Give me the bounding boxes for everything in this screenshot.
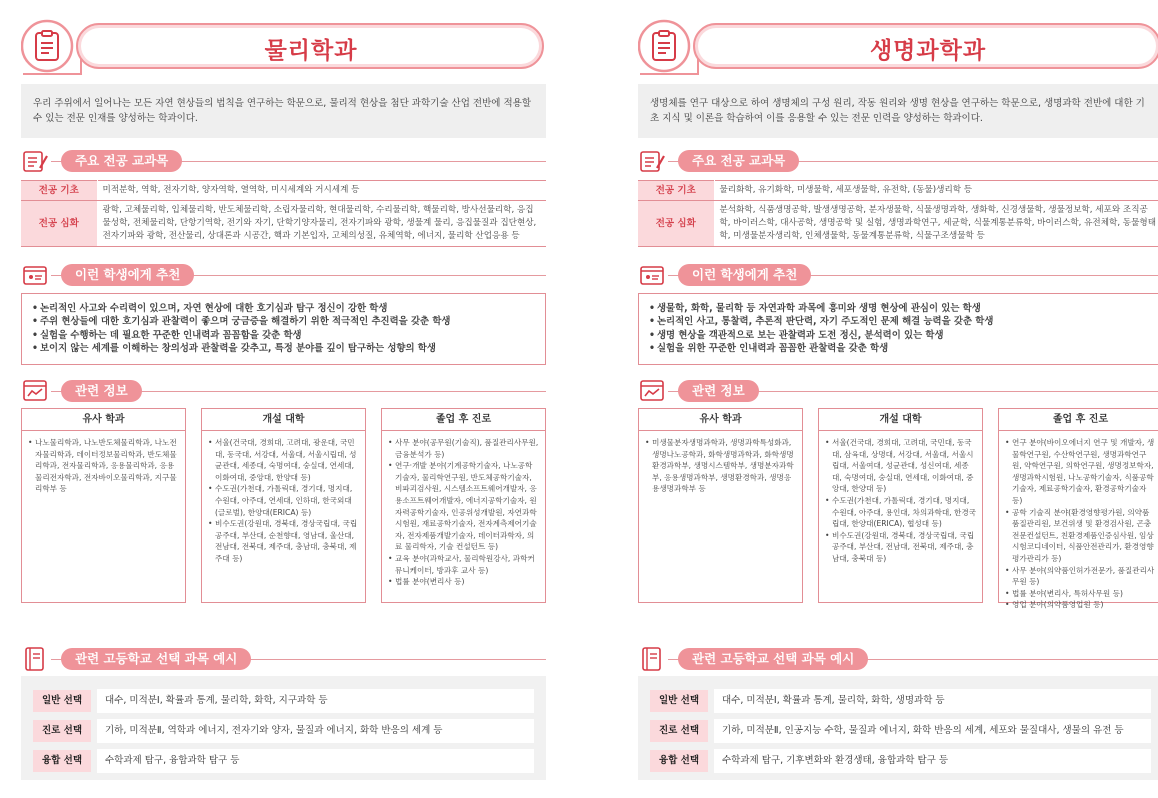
highschool-row bbox=[33, 718, 534, 744]
highschool-label: 융합 선택 bbox=[33, 750, 91, 772]
subjects-table bbox=[638, 180, 1158, 247]
subjects-icon bbox=[21, 148, 49, 174]
highschool-value: 수학과제 탐구, 융합과학 탐구 등 bbox=[97, 749, 534, 773]
subject-value: 광학, 고체물리학, 입체물리학, 반도체물리학, 소립자물리학, 현대물리학, 수리물리학, 핵물리학, 방사선물리학, 응집물성학, 전체물리학, 단항기역학, 전기와 자기, 단학기양자물리, 전자기파와 광학, 생물계 물리, 응집물질과 집단현상, 전자기파와 광학, 전산물리, 상대론과 시공간, 핵과 기본입자, 고체의성질, 유체역학, 에너지, 물리학 산업응용 등 bbox=[97, 201, 546, 247]
info-columns bbox=[21, 408, 546, 603]
section-title: 이런 학생에게 추천 bbox=[61, 264, 194, 286]
list-item: • 생명 현상을 객관적으로 보는 관찰력과 도전 정신, 분석력이 있는 학생 bbox=[649, 329, 1152, 342]
list-item: • 논리적인 사고, 통찰력, 추론적 판단력, 자기 주도적인 문제 해결 능력을 갖춘 학생 bbox=[649, 315, 1152, 328]
highschool-label: 일반 선택 bbox=[33, 690, 91, 712]
section-title: 관련 정보 bbox=[678, 380, 759, 402]
life-science-page bbox=[638, 0, 1158, 798]
list-item: • 법률 분야(변리사 등) bbox=[388, 576, 539, 588]
list-item: • 비수도권(강원대, 경북대, 경상국립대, 국립공주대, 부산대, 순천향대, 영남대, 울산대, 전남대, 전북대, 제주대, 충남대, 충북대, 제주대 등) bbox=[208, 518, 359, 564]
section-title: 주요 전공 교과목 bbox=[61, 150, 182, 172]
subject-value: 물리화학, 유기화학, 미생물학, 세포생물학, 유전학, (동물)생리학 등 bbox=[714, 181, 1158, 201]
column-header: 졸업 후 진로 bbox=[999, 409, 1158, 431]
highschool-row bbox=[650, 688, 1151, 714]
list-item: • 실험을 수행하는 데 필요한 꾸준한 인내력과 꼼꼼함을 갖춘 학생 bbox=[32, 329, 535, 342]
section-title: 관련 정보 bbox=[61, 380, 142, 402]
info-columns bbox=[638, 408, 1158, 610]
highschool-icon bbox=[638, 646, 666, 672]
highschool-box bbox=[638, 676, 1158, 780]
highschool-row bbox=[33, 688, 534, 714]
document-icon bbox=[33, 30, 61, 62]
list-item: • 서울(건국대, 경희대, 고려대, 광운대, 국민대, 동국대, 서강대, 서울대, 서울시립대, 성균관대, 세종대, 숙명여대, 숭실대, 연세대, 이화여대, 중앙대, 한양대 등) bbox=[208, 437, 359, 483]
highschool-row bbox=[33, 748, 534, 774]
highschool-label: 진로 선택 bbox=[33, 720, 91, 742]
highschool-icon bbox=[21, 646, 49, 672]
section-highschool bbox=[21, 648, 546, 672]
list-item: • 사무 분야(공무원(기술직), 품질관리사무원, 금융분석가 등) bbox=[388, 437, 539, 460]
list-item: • 나노물리학과, 나노반도체물리학과, 나노전자물리학과, 데이터정보물리학과, 반도체물리학과, 전자물리학과, 응용물리학과, 응용물리전자학과, 전자바이오물리학과, 지구물리학부 등 bbox=[28, 437, 179, 495]
recommend-list bbox=[21, 293, 546, 365]
column-header: 졸업 후 진로 bbox=[382, 409, 545, 431]
recommend-icon bbox=[638, 262, 666, 288]
section-recommend bbox=[638, 264, 1158, 288]
section-title: 관련 고등학교 선택 과목 예시 bbox=[61, 648, 251, 670]
list-item: • 생물학, 화학, 물리학 등 자연과학 과목에 흥미와 생명 현상에 관심이 있는 학생 bbox=[649, 302, 1152, 315]
subject-label: 전공 기초 bbox=[21, 181, 97, 201]
list-item: • 미생물분자생명과학과, 생명과학특성화과, 생명나노공학과, 화학생명과학과, 화학생명환경과학부, 생명시스템학부, 생명분자과학부, 응용생명과학부, 생명환경학과, 생명응용생명과학부 등 bbox=[645, 437, 796, 495]
info-column-similar bbox=[21, 408, 186, 603]
list-item: • 법률 분야(변리사, 특허사무원 등) bbox=[1005, 588, 1156, 600]
subject-value: 미적분학, 역학, 전자기학, 양자역학, 열역학, 미시세계와 거시세계 등 bbox=[97, 181, 546, 201]
list-item: • 교육 분야(과학교사, 물리학원강사, 과학커뮤니케이터, 방과후 교사 등) bbox=[388, 553, 539, 576]
subject-label: 전공 심화 bbox=[21, 201, 97, 247]
section-info bbox=[21, 380, 546, 404]
list-item: • 영업 분야(의약품영업원 등) bbox=[1005, 599, 1156, 611]
highschool-row bbox=[650, 748, 1151, 774]
intro-text: 우리 주위에서 일어나는 모든 자연 현상들의 법칙을 연구하는 학문으로, 물리적 현상을 첨단 과학기술 산업 전반에 적용할 수 있는 전문 인재를 양성하는 학과이다. bbox=[21, 84, 546, 138]
column-header: 개설 대학 bbox=[202, 409, 365, 431]
info-column-careers bbox=[998, 408, 1158, 610]
table-row bbox=[638, 201, 1158, 247]
list-item: • 공학 기술직 분야(환경영향평가원, 의약품품질관리원, 보건위생 및 환경검사원, 곤충전문컨설턴트, 친환경제품인증심사원, 임상시험코디네이터, 식품안전관리가, 환경영향평가관리가 등) bbox=[1005, 507, 1156, 565]
section-title: 관련 고등학교 선택 과목 예시 bbox=[678, 648, 868, 670]
subjects-icon bbox=[638, 148, 666, 174]
highschool-box bbox=[21, 676, 546, 780]
info-column-similar bbox=[638, 408, 803, 603]
page-title: 물리학과 bbox=[264, 38, 358, 64]
highschool-value: 기하, 미적분Ⅱ, 인공지능 수학, 물질과 에너지, 화학 반응의 세계, 세포와 물질대사, 생물의 유전 등 bbox=[714, 719, 1151, 743]
title-bar bbox=[21, 12, 546, 80]
recommend-list bbox=[638, 293, 1158, 365]
highschool-value: 대수, 미적분Ⅰ, 확률과 통계, 물리학, 화학, 지구과학 등 bbox=[97, 689, 534, 713]
section-title: 주요 전공 교과목 bbox=[678, 150, 799, 172]
highschool-label: 융합 선택 bbox=[650, 750, 708, 772]
list-item: • 사무 분야(의약품인허가전문가, 품질관리사무원 등) bbox=[1005, 565, 1156, 588]
subject-label: 전공 기초 bbox=[638, 181, 714, 201]
subject-value: 분석화학, 식품생명공학, 발생생명공학, 분자생물학, 식물생명과학, 생화학, 신경생물학, 생물정보학, 세포와 조직공학, 바이러스학, 대사공학, 생명공학 및 실험, 생명과학연구, 세균학, 식물계통분류학, 바이러스학, 유전체학, 동물형태학, 미생물분자생리학, 인체생물학, 동물계통분류학, 식물구조생물학 등 bbox=[714, 201, 1158, 247]
list-item: • 실험을 위한 꾸준한 인내력과 꼼꼼한 관찰력을 갖춘 학생 bbox=[649, 342, 1152, 355]
list-item: • 연구·개발 분야(기계공학기술자, 나노공학기술자, 물리학연구원, 반도체공학기술자, 비파괴검사원, 시스템소프트웨어개발자, 응용소프트웨어개발자, 에너지공학기술자, 원자력공학기술자, 인공위성개발원, 자연과학시험원, 재료공학기술자, 전자계측제어기술자, 전자제품개발기술자, 데이터과학자, 의료 물리학자, 기술 컨설턴트 등) bbox=[388, 460, 539, 553]
list-item: • 주위 현상들에 대한 호기심과 관찰력이 좋으며 궁금증을 해결하기 위한 적극적인 추진력을 갖춘 학생 bbox=[32, 315, 535, 328]
list-item: • 수도권(가천대, 가톨릭대, 경기대, 명지대, 수원대, 아주대, 연세대, 인하대, 한국외대(글로벌), 한양대(ERICA) 등) bbox=[208, 483, 359, 518]
intro-text: 생명체를 연구 대상으로 하여 생명체의 구성 원리, 작동 원리와 생명 현상을 연구하는 학문으로, 생명과학 전반에 대한 기초 지식 및 이론을 학습하여 이를 응용할 수 있는 전문 인력을 양성하는 학과이다. bbox=[638, 84, 1158, 138]
recommend-icon bbox=[21, 262, 49, 288]
section-subjects bbox=[21, 150, 546, 174]
highschool-value: 수학과제 탐구, 기후변화와 환경생태, 융합과학 탐구 등 bbox=[714, 749, 1151, 773]
section-info bbox=[638, 380, 1158, 404]
page-title: 생명과학과 bbox=[869, 38, 987, 64]
info-column-universities bbox=[818, 408, 983, 603]
physics-page bbox=[21, 0, 556, 798]
highschool-label: 일반 선택 bbox=[650, 690, 708, 712]
section-recommend bbox=[21, 264, 546, 288]
list-item: • 비수도권(강원대, 경북대, 경상국립대, 국립공주대, 부산대, 전남대, 전북대, 제주대, 충남대, 충북대 등) bbox=[825, 530, 976, 565]
info-column-universities bbox=[201, 408, 366, 603]
section-subjects bbox=[638, 150, 1158, 174]
section-title: 이런 학생에게 추천 bbox=[678, 264, 811, 286]
list-item: • 보이지 않는 세계를 이해하는 창의성과 관찰력을 갖추고, 특정 분야를 깊이 탐구하는 성향의 학생 bbox=[32, 342, 535, 355]
document-icon bbox=[650, 30, 678, 62]
info-column-careers bbox=[381, 408, 546, 603]
list-item: • 서울(건국대, 경희대, 고려대, 국민대, 동국대, 삼육대, 상명대, 서강대, 서울대, 서울시립대, 서울여대, 성균관대, 성신여대, 세종대, 숙명여대, 숭실대, 연세대, 이화여대, 중앙대, 한양대 등) bbox=[825, 437, 976, 495]
table-row bbox=[638, 181, 1158, 201]
column-header: 개설 대학 bbox=[819, 409, 982, 431]
info-icon bbox=[638, 378, 666, 404]
column-header: 유사 학과 bbox=[22, 409, 185, 431]
table-row bbox=[21, 181, 546, 201]
column-header: 유사 학과 bbox=[639, 409, 802, 431]
list-item: • 수도권(가천대, 가톨릭대, 경기대, 명지대, 수원대, 아주대, 용인대, 차의과학대, 한경국립대, 한양대(ERICA), 협성대 등) bbox=[825, 495, 976, 530]
title-bar bbox=[638, 12, 1158, 80]
subject-label: 전공 심화 bbox=[638, 201, 714, 247]
section-highschool bbox=[638, 648, 1158, 672]
list-item: • 논리적인 사고와 수리력이 있으며, 자연 현상에 대한 호기심과 탐구 정신이 강한 학생 bbox=[32, 302, 535, 315]
subjects-table bbox=[21, 180, 546, 247]
list-item: • 연구 분야(바이오에너지 연구 및 개발자, 생물학연구원, 수산학연구원, 생명과학연구원, 약학연구원, 의학연구원, 생명정보학자, 생명과학시험원, 나노공학기술자, 식품공학기술자, 제료공학기술자, 환경공학기술자 등) bbox=[1005, 437, 1156, 507]
highschool-row bbox=[650, 718, 1151, 744]
highschool-value: 기하, 미적분Ⅱ, 역학과 에너지, 전자기와 양자, 물질과 에너지, 화학 반응의 세계 등 bbox=[97, 719, 534, 743]
highschool-label: 진로 선택 bbox=[650, 720, 708, 742]
table-row bbox=[21, 201, 546, 247]
highschool-value: 대수, 미적분Ⅰ, 확률과 통계, 물리학, 화학, 생명과학 등 bbox=[714, 689, 1151, 713]
info-icon bbox=[21, 378, 49, 404]
